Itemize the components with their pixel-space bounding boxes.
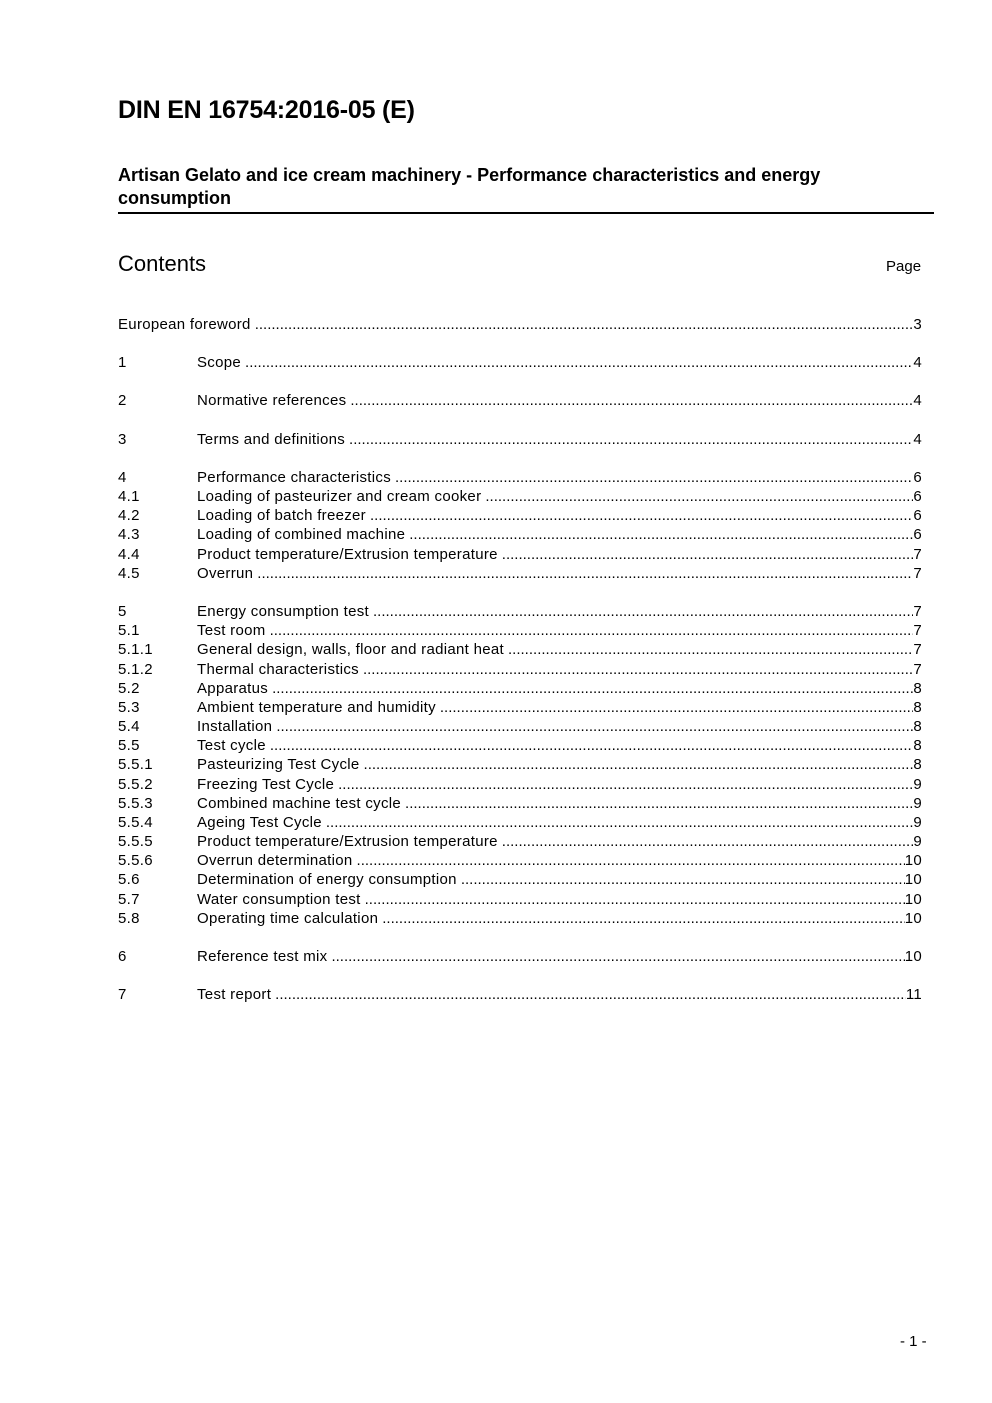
toc-entry-title: Overrun xyxy=(197,565,254,582)
toc-entry[interactable] xyxy=(118,661,922,680)
toc-entry-number: 2 xyxy=(118,392,127,409)
toc-entry[interactable] xyxy=(118,507,922,526)
toc-entry-title: Product temperature/Extrusion temperature xyxy=(197,546,498,563)
toc-leader-dots xyxy=(275,986,906,1003)
toc-entry-title: Reference test mix xyxy=(197,948,328,965)
toc-entry-number: 5.5.6 xyxy=(118,852,153,869)
toc-entry[interactable] xyxy=(118,910,922,929)
toc-leader-dots xyxy=(382,910,904,927)
toc-entry-number: 4.4 xyxy=(118,546,140,563)
toc-entry-title: Product temperature/Extrusion temperature xyxy=(197,833,498,850)
toc-entry-number: 5.2 xyxy=(118,680,140,697)
toc-leader-dots xyxy=(270,737,913,754)
toc-leader-dots xyxy=(485,488,913,505)
toc-entry[interactable] xyxy=(118,756,922,775)
toc-entry-title: Freezing Test Cycle xyxy=(197,776,335,793)
toc-entry[interactable] xyxy=(118,526,922,545)
toc-leader-dots xyxy=(440,699,913,716)
toc-entry[interactable] xyxy=(118,680,922,699)
toc-entry-page: 7 xyxy=(913,622,922,639)
toc-entry-number: 4 xyxy=(118,469,127,486)
toc-leader-dots xyxy=(272,680,913,697)
toc-leader-dots xyxy=(364,756,914,773)
toc-leader-dots xyxy=(502,546,914,563)
toc-entry-page: 8 xyxy=(913,718,922,735)
toc-entry-number: 3 xyxy=(118,431,127,448)
toc-entry[interactable] xyxy=(118,469,922,488)
toc-entry-title: Ageing Test Cycle xyxy=(197,814,322,831)
toc-leader-dots xyxy=(395,469,913,486)
toc-entry-page: 6 xyxy=(913,469,922,486)
toc-leader-dots xyxy=(276,718,913,735)
toc-leader-dots xyxy=(349,431,913,448)
toc-entry-number: 5.6 xyxy=(118,871,140,888)
toc-entry-page: 10 xyxy=(904,871,922,888)
toc-entry-title: Operating time calculation xyxy=(197,910,379,927)
page-number: - 1 - xyxy=(900,1333,927,1350)
toc-entry-page: 7 xyxy=(913,565,922,582)
toc-entry[interactable] xyxy=(118,488,922,507)
toc-entry[interactable] xyxy=(118,871,922,890)
page-column-label: Page xyxy=(886,258,922,275)
toc-entry[interactable] xyxy=(118,718,922,737)
contents-heading: Contents xyxy=(118,251,207,276)
toc-entry-number: 4.5 xyxy=(118,565,140,582)
toc-entry[interactable] xyxy=(118,891,922,910)
toc-entry-page: 10 xyxy=(904,852,922,869)
toc-entry-number: 4.2 xyxy=(118,507,140,524)
toc-entry-number: 5.5.4 xyxy=(118,814,153,831)
toc-entry-number: 5.5 xyxy=(118,737,140,754)
toc-entry[interactable] xyxy=(118,852,922,871)
toc-leader-dots xyxy=(405,795,913,812)
toc-leader-dots xyxy=(245,354,913,371)
toc-leader-dots xyxy=(461,871,905,888)
toc-entry[interactable] xyxy=(118,354,922,373)
toc-leader-dots xyxy=(363,661,913,678)
toc-entry-page: 11 xyxy=(905,986,922,1003)
toc-entry[interactable] xyxy=(118,565,922,584)
toc-entry-page: 4 xyxy=(913,431,922,448)
toc-entry-page: 7 xyxy=(913,661,922,678)
toc-entry-page: 8 xyxy=(913,699,922,716)
toc-entry-page: 8 xyxy=(913,756,922,773)
toc-entry[interactable] xyxy=(118,948,922,967)
toc-entry-title: Scope xyxy=(197,354,242,371)
toc-entry-number: 5.1.2 xyxy=(118,661,153,678)
toc-leader-dots xyxy=(409,526,913,543)
toc-entry[interactable] xyxy=(118,776,922,795)
toc-entry-page: 9 xyxy=(913,833,922,850)
toc-entry-title: Apparatus xyxy=(197,680,269,697)
toc-leader-dots xyxy=(338,776,913,793)
toc-entry-title: Ambient temperature and humidity xyxy=(197,699,436,716)
toc-entry[interactable] xyxy=(118,833,922,852)
toc-entry-number: 5.4 xyxy=(118,718,140,735)
toc-entry-title: Loading of combined machine xyxy=(197,526,406,543)
toc-entry-number: 5.5.1 xyxy=(118,756,153,773)
toc-entry-page: 6 xyxy=(913,488,922,505)
toc-entry-page: 10 xyxy=(904,891,922,908)
toc-entry-number: 1 xyxy=(118,354,127,371)
toc-leader-dots xyxy=(326,814,913,831)
toc-entry-title: General design, walls, floor and radiant heat xyxy=(197,641,505,658)
toc-leader-dots xyxy=(331,948,904,965)
toc-entry-number: 5.5.5 xyxy=(118,833,153,850)
toc-entry-page: 9 xyxy=(913,776,922,793)
toc-entry-page: 10 xyxy=(904,948,922,965)
toc-entry[interactable] xyxy=(118,641,922,660)
toc-entry-title: European foreword xyxy=(118,316,251,333)
toc-entry-number: 5.3 xyxy=(118,699,140,716)
toc-entry[interactable] xyxy=(118,795,922,814)
toc-entry[interactable] xyxy=(118,546,922,565)
toc-entry-number: 5.5.3 xyxy=(118,795,153,812)
toc-entry-number: 4.1 xyxy=(118,488,140,505)
toc-entry-number: 5.5.2 xyxy=(118,776,153,793)
toc-leader-dots xyxy=(365,891,905,908)
toc-leader-dots xyxy=(502,833,914,850)
toc-entry-page: 7 xyxy=(913,641,922,658)
toc-entry-page: 4 xyxy=(913,354,922,371)
toc-entry-title: Test report xyxy=(197,986,272,1003)
toc-entry-page: 6 xyxy=(913,507,922,524)
toc-leader-dots xyxy=(373,603,913,620)
document-title: Artisan Gelato and ice cream machinery - Performance characteristics and energy consumption xyxy=(118,164,934,214)
toc-leader-dots xyxy=(270,622,914,639)
toc-leader-dots xyxy=(257,565,913,582)
toc-entry-page: 6 xyxy=(913,526,922,543)
toc-entry-number: 7 xyxy=(118,986,127,1003)
toc-entry[interactable] xyxy=(118,431,922,450)
toc-entry-page: 3 xyxy=(913,316,922,333)
toc-entry-title: Water consumption test xyxy=(197,891,361,908)
toc-entry[interactable] xyxy=(118,737,922,756)
toc-entry-title: Installation xyxy=(197,718,273,735)
toc-entry-title: Combined machine test cycle xyxy=(197,795,402,812)
toc-entry-page: 9 xyxy=(913,795,922,812)
toc-entry-title: Thermal characteristics xyxy=(197,661,359,678)
toc-entry[interactable] xyxy=(118,986,922,1005)
toc-entry-title: Pasteurizing Test Cycle xyxy=(197,756,360,773)
toc-entry-title: Loading of batch freezer xyxy=(197,507,366,524)
toc-leader-dots xyxy=(357,852,905,869)
toc-entry-page: 8 xyxy=(913,737,922,754)
document-number: DIN EN 16754:2016-05 (E) xyxy=(118,96,415,124)
toc-entry[interactable] xyxy=(118,699,922,718)
toc-leader-dots xyxy=(370,507,913,524)
toc-entry-title: Loading of pasteurizer and cream cooker xyxy=(197,488,482,505)
toc-entry-page: 10 xyxy=(904,910,922,927)
toc-entry-title: Energy consumption test xyxy=(197,603,369,620)
toc-entry-number: 6 xyxy=(118,948,127,965)
toc-entry-number: 5.7 xyxy=(118,891,140,908)
toc-entry-number: 5.1 xyxy=(118,622,140,639)
toc-entry-number: 4.3 xyxy=(118,526,140,543)
toc-entry-page: 7 xyxy=(913,546,922,563)
toc-leader-dots xyxy=(508,641,913,658)
toc-entry[interactable] xyxy=(118,622,922,641)
toc-entry-title: Test cycle xyxy=(197,737,266,754)
toc-entry-title: Overrun determination xyxy=(197,852,353,869)
toc-entry-title: Normative references xyxy=(197,392,347,409)
toc-entry-title: Test room xyxy=(197,622,266,639)
toc-entry[interactable] xyxy=(118,316,922,335)
toc-entry-number: 5.8 xyxy=(118,910,140,927)
toc-entry[interactable] xyxy=(118,392,922,411)
toc-entry-title: Determination of energy consumption xyxy=(197,871,457,888)
toc-entry-title: Terms and definitions xyxy=(197,431,346,448)
toc-entry-number: 5 xyxy=(118,603,127,620)
toc-leader-dots xyxy=(350,392,913,409)
toc-entry-page: 8 xyxy=(913,680,922,697)
toc-entry-page: 4 xyxy=(913,392,922,409)
toc-entry[interactable] xyxy=(118,603,922,622)
toc-entry-page: 7 xyxy=(913,603,922,620)
toc-entry[interactable] xyxy=(118,814,922,833)
toc-entry-title: Performance characteristics xyxy=(197,469,391,486)
toc-leader-dots xyxy=(255,316,914,333)
toc-entry-number: 5.1.1 xyxy=(118,641,153,658)
toc-entry-page: 9 xyxy=(913,814,922,831)
